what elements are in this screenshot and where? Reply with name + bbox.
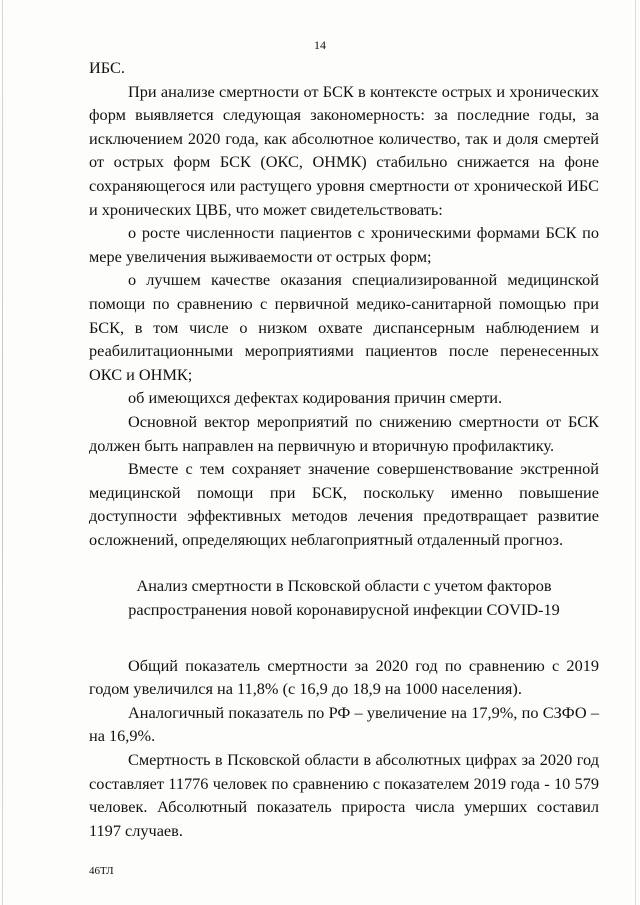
paragraph: Основной вектор мероприятий по снижению смертности от БСК должен быть направлен на первичную и вторичную профилактику. (89, 411, 599, 455)
paragraph: Вместе с тем сохраняет значение совершенствование экстренной медицинской помощи при БСК, поскольку именно повышение доступности эффективных методов лечения предотвращает развитие осложнений, определяющих неблагоприятный отдаленный прогноз. (89, 459, 599, 549)
paragraph: Аналогичный показатель по РФ – увеличение на 17,9%, по СЗФО – на 16,9%. (89, 702, 599, 746)
scan-edge-right (635, 0, 636, 905)
section-heading (89, 574, 599, 621)
paragraph: об имеющихся дефектах кодирования причин смерти. (128, 388, 503, 408)
paragraph: Общий показатель смертности за 2020 год по сравнению с 2019 годом увеличился на 11,8% (с 16,9 до 18,9 на 1000 населения). (89, 655, 599, 699)
footer-code: 46ТЛ (89, 865, 114, 877)
section-heading-line: Анализ смертности в Псковской области с учетом факторов (136, 576, 552, 596)
paragraph: о росте численности пациентов с хроническими формами БСК по мере увеличения выживаемости от острых форм; (89, 223, 599, 266)
paragraph: ИБС. (89, 58, 125, 77)
paragraph: При анализе смертности от БСК в контексте острых и хронических форм выявляется следующая закономерность: за последние годы, за исключением 2020 года, как абсолютное количество, так и доля смертей от острых форм БСК (ОКС, ОНМК) стабильно снижается на фоне сохраняющегося или растущего уровня смертности от хронической ИБС и хронических ЦВБ, что может свидетельствовать: (89, 81, 599, 219)
page-number: 14 (314, 38, 326, 52)
body-text (89, 56, 599, 842)
paragraph: о лучшем качестве оказания специализированной медицинской помощи по сравнению с первичной медико-санитарной помощью при БСК, в том числе о низком охвате диспансерным наблюдением и реабилитационными мероприятиями пациентов после перенесенных ОКС и ОНМК; (89, 270, 599, 384)
scan-edge-left (2, 0, 3, 905)
section-heading-line: распространения новой коронавирусной инфекции COVID-19 (128, 600, 560, 620)
paragraph: Смертность в Псковской области в абсолютных цифрах за 2020 год составляет 11776 человек по сравнению с показателем 2019 года - 10 579 человек. Абсолютный показатель прироста числа умерших составил 1197 случаев. (89, 750, 599, 840)
